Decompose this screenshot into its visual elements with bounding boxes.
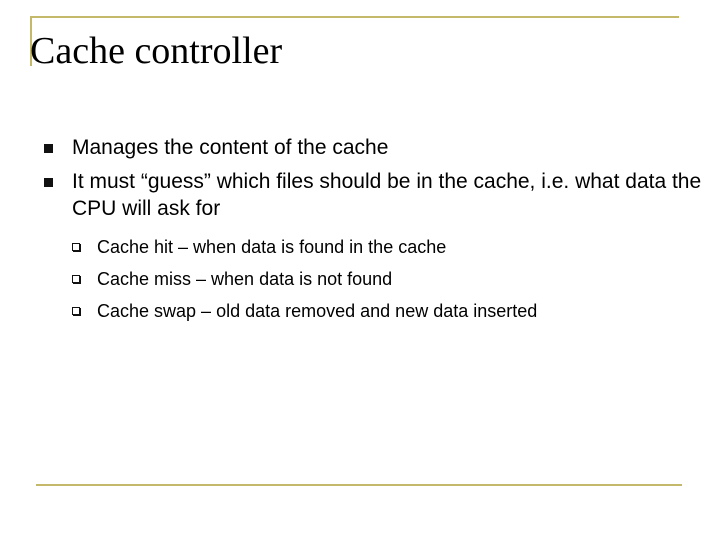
square-bullet-icon	[44, 144, 53, 153]
hollow-square-bullet-icon	[72, 275, 80, 283]
bottom-accent-rule	[36, 484, 682, 486]
hollow-square-bullet-icon	[72, 243, 80, 251]
sub-bullet-item: Cache miss – when data is not found	[97, 269, 393, 289]
hollow-square-bullet-icon	[72, 307, 80, 315]
sub-bullet-item: Cache hit – when data is found in the cache	[97, 237, 447, 257]
square-bullet-icon	[44, 178, 53, 187]
sub-bullet-item: Cache swap – old data removed and new data inserted	[97, 301, 538, 321]
slide-title: Cache controller	[30, 30, 283, 72]
bullet-item: It must “guess” which files should be in the cache, i.e. what data the CPU will ask for	[72, 170, 702, 220]
bullet-item: Manages the content of the cache	[72, 136, 389, 159]
top-accent-rule	[30, 16, 679, 18]
